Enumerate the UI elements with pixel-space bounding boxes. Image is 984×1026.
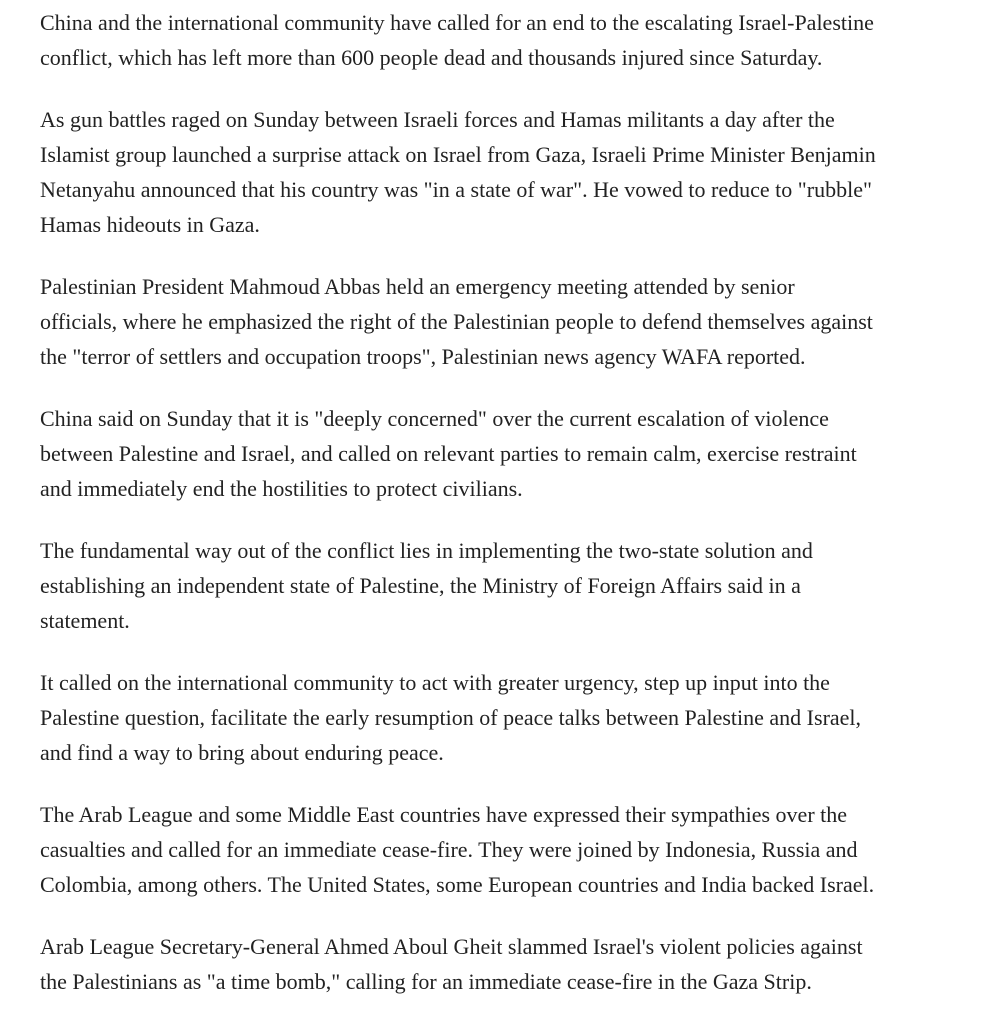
text-line: Palestinian President Mahmoud Abbas held an emergency meeting attended by senior xyxy=(40,274,795,299)
paragraph-1 xyxy=(40,5,976,75)
paragraph-5 xyxy=(40,533,976,638)
text-line: casualties and called for an immediate cease-fire. They were joined by Indonesia, Russia and xyxy=(40,837,858,862)
text-line: and immediately end the hostilities to protect civilians. xyxy=(40,476,523,501)
text-line: The fundamental way out of the conflict lies in implementing the two-state solution and xyxy=(40,538,813,563)
paragraph-6 xyxy=(40,665,976,770)
text-line: Islamist group launched a surprise attack on Israel from Gaza, Israeli Prime Minister Benjamin xyxy=(40,142,876,167)
paragraph-3 xyxy=(40,269,976,374)
text-line: conflict, which has left more than 600 people dead and thousands injured since Saturday. xyxy=(40,45,823,70)
text-line: The Arab League and some Middle East countries have expressed their sympathies over the xyxy=(40,802,848,827)
text-line: Arab League Secretary-General Ahmed Aboul Gheit slammed Israel's violent policies against xyxy=(40,934,863,959)
text-line: establishing an independent state of Palestine, the Ministry of Foreign Affairs said in a xyxy=(40,573,801,598)
text-line: China said on Sunday that it is "deeply concerned" over the current escalation of violence xyxy=(40,406,829,431)
text-line: between Palestine and Israel, and called on relevant parties to remain calm, exercise restraint xyxy=(40,441,857,466)
paragraph-8 xyxy=(40,929,976,999)
text-line: Netanyahu announced that his country was "in a state of war". He vowed to reduce to "rubble" xyxy=(40,177,872,202)
text-line: Palestine question, facilitate the early resumption of peace talks between Palestine and Israel, xyxy=(40,705,862,730)
text-line: Hamas hideouts in Gaza. xyxy=(40,212,260,237)
text-line: the "terror of settlers and occupation troops", Palestinian news agency WAFA reported. xyxy=(40,344,806,369)
text-line: and find a way to bring about enduring peace. xyxy=(40,740,444,765)
text-line: officials, where he emphasized the right of the Palestinian people to defend themselves against xyxy=(40,309,873,334)
text-line: statement. xyxy=(40,608,130,633)
paragraph-7 xyxy=(40,797,976,902)
text-line: As gun battles raged on Sunday between Israeli forces and Hamas militants a day after the xyxy=(40,107,835,132)
text-line: China and the international community have called for an end to the escalating Israel-Palestine xyxy=(40,10,874,35)
text-line: It called on the international community to act with greater urgency, step up input into the xyxy=(40,670,830,695)
text-line: the Palestinians as "a time bomb," calling for an immediate cease-fire in the Gaza Strip. xyxy=(40,969,812,994)
paragraph-2 xyxy=(40,102,976,242)
text-line: Colombia, among others. The United States, some European countries and India backed Israel. xyxy=(40,872,875,897)
paragraph-4 xyxy=(40,401,976,506)
